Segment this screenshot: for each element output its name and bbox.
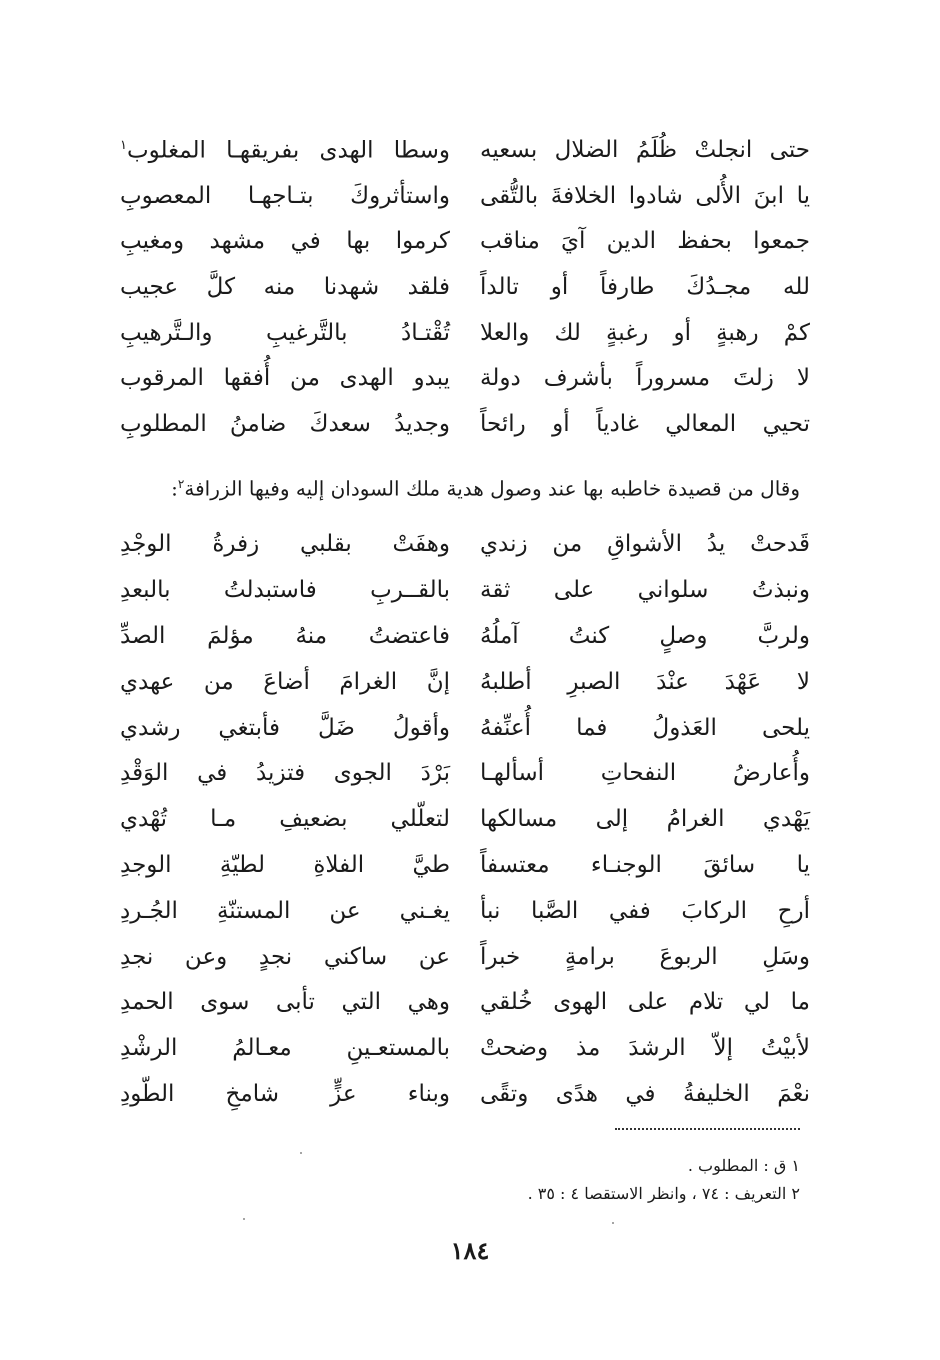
verse — [120, 797, 810, 843]
verse-first-hemistich: لا زلتَ مسروراً بأشرف دولة — [480, 365, 810, 392]
verse-second-hemistich: بالمستعـينِ معـالمُ الرشْدِ — [120, 1035, 450, 1062]
verse-second-hemistich: يغـني عن المستنّةِ الجُـردِ — [120, 897, 450, 924]
verse — [120, 888, 810, 934]
verse-first-hemistich: يا سائقَ الوجنـاء معتسفاً — [480, 851, 810, 878]
verse — [120, 310, 810, 356]
verse-second-hemistich: عن ساكني نجدٍ وعن نجدِ — [120, 943, 450, 970]
intro-text: وقال من قصيدة خاطبه بها عند وصول هدية ملك السودان إليه وفيها الزرافة — [184, 476, 800, 501]
verse — [120, 659, 810, 705]
verse-first-hemistich: أرحِ الركابَ ففي الصَّبا نبأ — [480, 897, 810, 924]
footnotes — [300, 1152, 800, 1208]
verse-first-hemistich: ولربَّ وصلٍ كنتُ آملُهُ — [480, 622, 810, 649]
verse-first-hemistich: وأُعارضُ النفحاتِ أسألهـا — [480, 760, 810, 787]
verse-first-hemistich: يا ابنَ الأُلى شادوا الخلافةَ بالتُّقى — [480, 182, 810, 209]
verse-first-hemistich: لله مجـدُكَ طارفاً أو تالداً — [480, 274, 810, 301]
verse-second-hemistich: يبدو الهدى من أُفقها المرقوب — [120, 365, 450, 392]
verse-second-hemistich — [120, 139, 450, 163]
scan-speck — [243, 1218, 245, 1220]
verse-second-hemistich: وهفَتْ بقلبي زفرةُ الوجْدِ — [120, 531, 450, 558]
footnote: ٢ التعريف : ٧٤ ، وانظر الاستقصا ٤ : ٣٥ . — [527, 1184, 800, 1203]
verse-first-hemistich: وسَلِ الربوعَ برامةٍ خبراً — [480, 943, 810, 970]
verse-first-hemistich: حتى انجلتْ ظُلَمُ الضلال بسعيه — [480, 137, 810, 164]
verse-second-hemistich: وبناء عزٍّ شامخِ الطّودِ — [120, 1080, 450, 1107]
verse — [120, 219, 810, 265]
verse-second-hemistich: كرموا بها في مشهد ومغيبِ — [120, 228, 450, 255]
verse-first-hemistich: يَهْدي الغرامُ إلى مسالكها — [480, 806, 810, 833]
page-number: ١٨٤ — [450, 1236, 490, 1265]
verse — [120, 705, 810, 751]
verse — [120, 402, 810, 448]
footnote-mark: ١ — [120, 137, 127, 153]
verse — [120, 980, 810, 1026]
verse-first-hemistich: ما لي تلام على الهوى خُلقي — [480, 989, 810, 1016]
verse-first-hemistich: جمعوا بحفظ الدين آيَ مناقب — [480, 228, 810, 255]
verse — [120, 934, 810, 980]
verse — [120, 1072, 810, 1118]
verse — [120, 174, 810, 220]
verse-second-hemistich: واستأثروكَ بتـاجهـا المعصوبِ — [120, 182, 450, 209]
verse-second-hemistich-text: وسطا الهدى بفريقهـا المغلوب — [126, 137, 450, 164]
verse-second-hemistich: وجديدُ سعدكَ ضامنُ المطلوبِ — [120, 410, 450, 437]
verse — [120, 843, 810, 889]
poem-second — [120, 522, 810, 1117]
verse-second-hemistich: تُقْتـادُ بالتَّرغيبِ والـتَّرهيبِ — [120, 319, 450, 346]
verse-second-hemistich: وأقولُ ضَلَّ فأبتغي رشدي — [120, 714, 450, 741]
intro-colon: : — [171, 476, 178, 501]
verse-first-hemistich: تحيي المعالي غادياً أو رائحاً — [480, 410, 810, 437]
verse-first-hemistich: يلحى العَذولُ فما أُعنِّفهُ — [480, 714, 810, 741]
scan-speck — [300, 1152, 302, 1154]
verse — [120, 128, 810, 174]
verse-second-hemistich: إنَّ الغرامَ أضاعَ من عهدي — [120, 668, 450, 695]
verse — [120, 265, 810, 311]
verse-first-hemistich: لا عَهْدَ عنْدَ الصبرِ أطلبهُ — [480, 668, 810, 695]
verse — [120, 356, 810, 402]
verse-first-hemistich: قَدحتْ يدُ الأشواقِ من زندي — [480, 531, 810, 558]
verse-second-hemistich: لتعلّلي بضعيفِ مـا تُهْدي — [120, 806, 450, 833]
verse-second-hemistich: طيَّ الفلاةِ لطيّةِ الوجدِ — [120, 851, 450, 878]
verse-second-hemistich: فاعتضتُ منهُ مؤلمَ الصدِّ — [120, 622, 450, 649]
verse-second-hemistich: بالقــربِ فاستبدلتُ بالبعدِ — [120, 577, 450, 604]
footnote-mark: ٢ — [177, 477, 185, 491]
verse — [120, 568, 810, 614]
scan-speck — [612, 1222, 614, 1224]
footnote-separator — [615, 1128, 800, 1130]
verse — [120, 1026, 810, 1072]
poem-first — [120, 128, 810, 447]
footnote: ١ ق : المطلوب . — [687, 1156, 800, 1175]
verse-second-hemistich: بَرْدَ الجوى فتزيدُ في الوَقْدِ — [120, 760, 450, 787]
verse — [120, 751, 810, 797]
verse-first-hemistich: لأبيْتُ إلاّ الرشدَ مذ وضحتْ — [480, 1035, 810, 1062]
verse-first-hemistich: كمْ رهبةٍ أو رغبةٍ لك والعلا — [480, 319, 810, 346]
verse-first-hemistich: ونبذتُ سلواني على ثقة — [480, 577, 810, 604]
poem-introduction — [110, 470, 800, 503]
verse-second-hemistich: فلقد شهدنا منه كلَّ عجيب — [120, 274, 450, 301]
verse-first-hemistich: نعْمَ الخليفةُ في هدًى وتقًى — [480, 1080, 810, 1107]
verse — [120, 522, 810, 568]
verse-second-hemistich: وهي التي تأبى سوى الحمدِ — [120, 989, 450, 1016]
verse — [120, 614, 810, 660]
